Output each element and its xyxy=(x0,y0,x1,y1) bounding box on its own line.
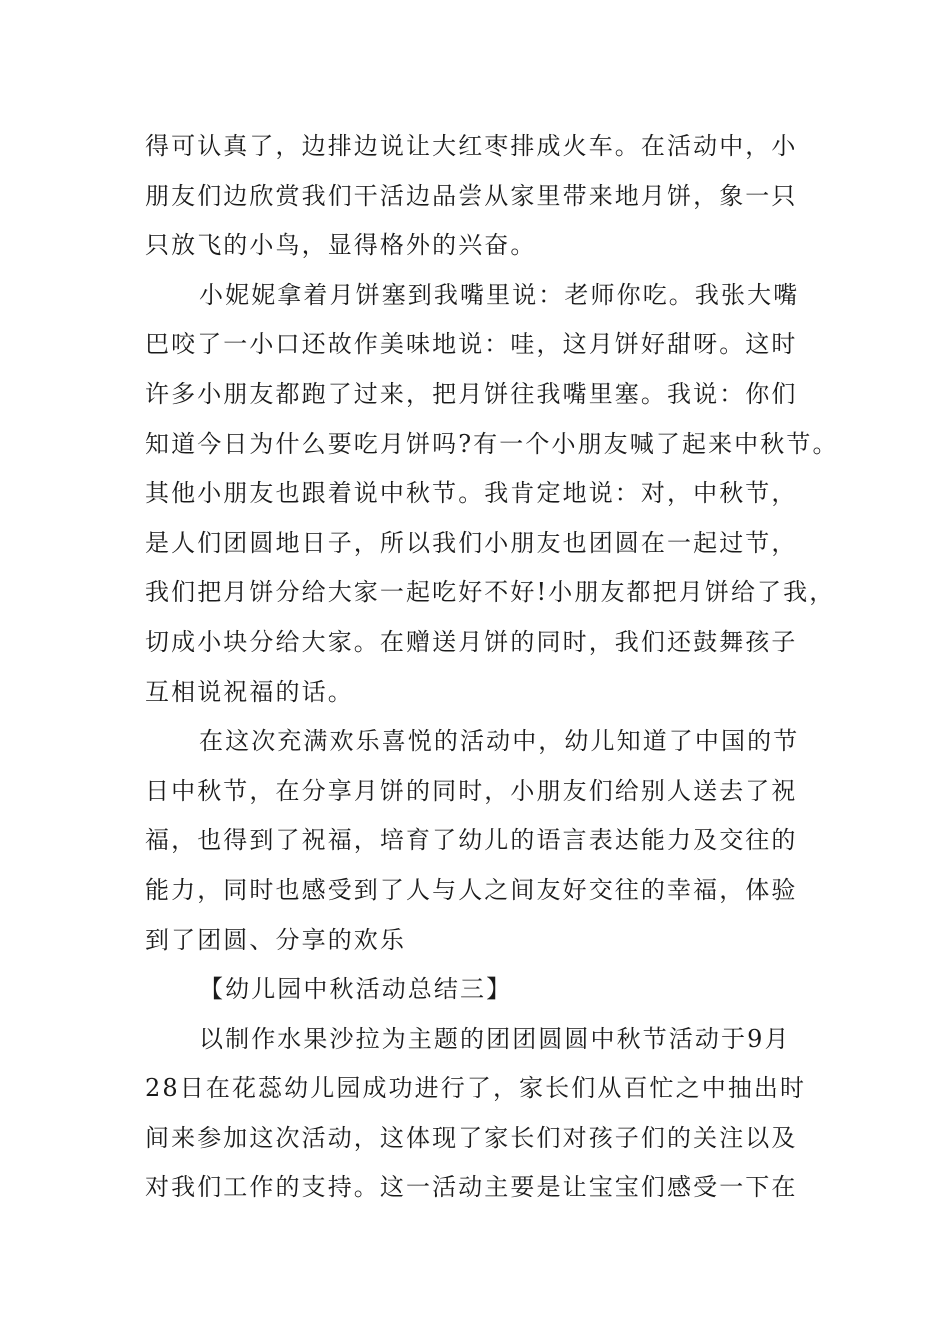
paragraph-4 xyxy=(145,1015,835,1213)
text-line: 互相说祝福的话。 xyxy=(145,677,354,706)
text-line: 巴咬了一小口还故作美味地说：哇，这月饼好甜呀。这时 xyxy=(145,330,798,359)
text-line: 间来参加这次活动，这体现了家长们对孩子们的关注以及 xyxy=(145,1123,798,1152)
text-line: 我们把月饼分给大家一起吃好不好!小朋友都把月饼给了我， xyxy=(145,578,836,607)
text-line: 日中秋节，在分享月饼的同时，小朋友们给别人送去了祝 xyxy=(145,776,798,805)
text-line: 朋友们边欣赏我们干活边品尝从家里带来地月饼，象一只 xyxy=(145,181,798,210)
text-line: 是人们团圆地日子，所以我们小朋友也团圆在一起过节， xyxy=(145,528,798,557)
text-line: 知道今日为什么要吃月饼吗?有一个小朋友喊了起来中秋节。 xyxy=(145,429,839,458)
text-line: 在这次充满欢乐喜悦的活动中，幼儿知道了中国的节 xyxy=(199,727,800,756)
text-line: 能力，同时也感受到了人与人之间友好交往的幸福，体验 xyxy=(145,875,798,904)
text-line: 只放飞的小鸟，显得格外的兴奋。 xyxy=(145,231,537,260)
section-heading: 【幼儿园中秋活动总结三】 xyxy=(199,975,513,1004)
text-line: 小妮妮拿着月饼塞到我嘴里说：老师你吃。我张大嘴 xyxy=(199,280,800,309)
text-line: 到了团圆、分享的欢乐 xyxy=(145,925,406,954)
paragraph-2 xyxy=(145,271,839,717)
text-line: 28日在花蕊幼儿园成功进行了，家长们从百忙之中抽出时 xyxy=(145,1074,807,1103)
text-line: 其他小朋友也跟着说中秋节。我肯定地说：对，中秋节， xyxy=(145,479,798,508)
paragraph-1 xyxy=(145,122,835,271)
document-body xyxy=(145,122,839,1213)
paragraph-3 xyxy=(145,717,835,965)
text-line: 对我们工作的支持。这一活动主要是让宝宝们感受一下在 xyxy=(145,1173,798,1202)
text-line: 得可认真了，边排边说让大红枣排成火车。在活动中，小 xyxy=(145,132,798,160)
text-line: 福，也得到了祝福，培育了幼儿的语言表达能力及交往的 xyxy=(145,826,798,855)
text-line: 切成小块分给大家。在赠送月饼的同时，我们还鼓舞孩子 xyxy=(145,627,798,656)
text-line: 以制作水果沙拉为主题的团团圆圆中秋节活动于9月 xyxy=(199,1024,791,1053)
text-line: 许多小朋友都跑了过来，把月饼往我嘴里塞。我说：你们 xyxy=(145,379,798,408)
